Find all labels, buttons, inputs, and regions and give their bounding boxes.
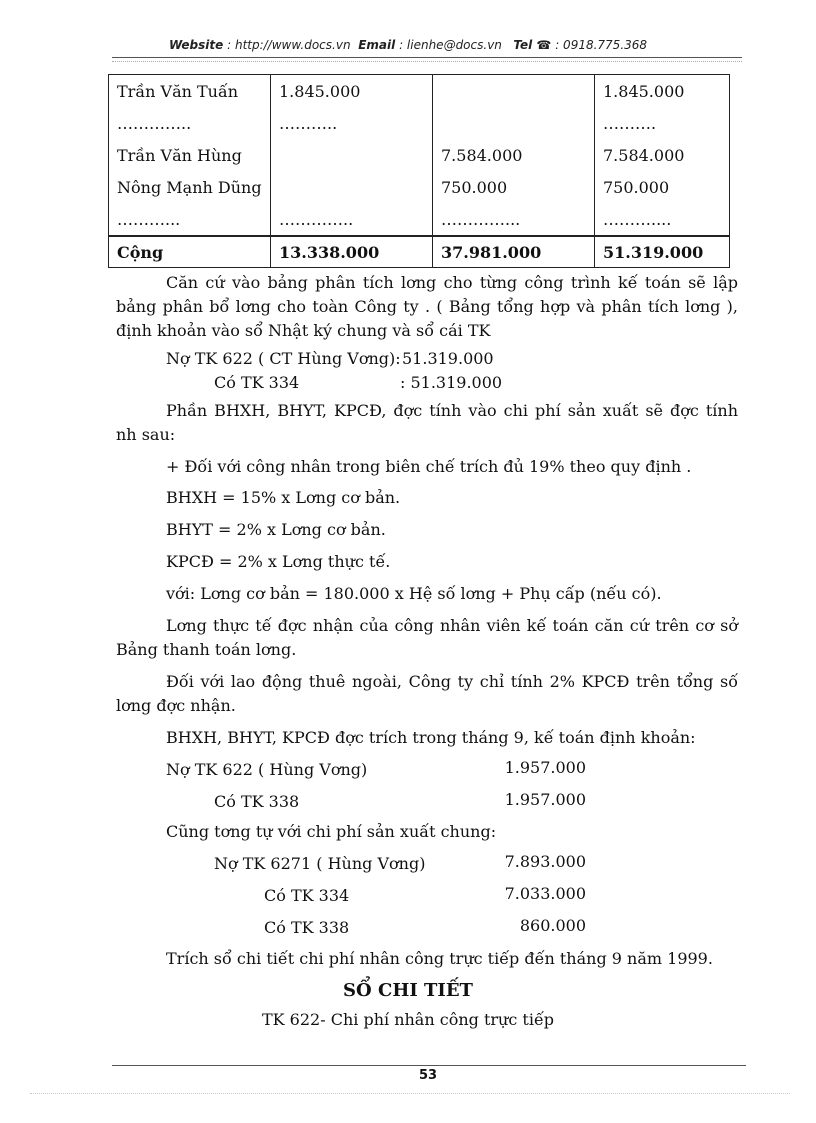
table-cell: 750.000 bbox=[595, 171, 730, 203]
entry3-debit: Nợ TK 6271 ( Hùng Vơng) bbox=[214, 854, 426, 873]
header-rule bbox=[112, 57, 742, 58]
footer-rule bbox=[112, 1065, 746, 1066]
table-cell: Trần Văn Hùng bbox=[109, 139, 271, 171]
paragraph-insurance: Phần BHXH, BHYT, KPCĐ, đợc tính vào chi phí sản xuất sẽ đợc tính nh sau: bbox=[116, 401, 738, 444]
paragraph-extract: Trích sổ chi tiết chi phí nhân công trực tiếp đến tháng 9 năm 1999. bbox=[166, 949, 713, 968]
section-subtitle: TK 622- Chi phí nhân công trực tiếp bbox=[261, 1010, 555, 1029]
table-total-row bbox=[109, 236, 730, 268]
total-value: 37.981.000 bbox=[433, 236, 595, 268]
table-cell: 7.584.000 bbox=[595, 139, 730, 171]
table-cell: ……….. bbox=[271, 107, 433, 139]
paragraph-outsourced: Đối với lao động thuê ngoài, Công ty chỉ tính 2% KPCĐ trên tổng số lơng đợc nhận. bbox=[116, 672, 738, 715]
entry3-credit-334-amount: 7.033.000 bbox=[504, 884, 586, 903]
table-cell: 7.584.000 bbox=[433, 139, 595, 171]
entry3-credit-338: Có TK 338 bbox=[264, 918, 350, 937]
table-cell bbox=[433, 75, 595, 108]
table-row bbox=[109, 171, 730, 203]
table-cell: Nông Mạnh Dũng bbox=[109, 171, 271, 203]
tel-value: : 0918.775.368 bbox=[555, 38, 648, 52]
entry2-debit: Nợ TK 622 ( Hùng Vơng) bbox=[166, 760, 368, 779]
table-cell: ……….... bbox=[595, 203, 730, 236]
table-cell bbox=[271, 171, 433, 203]
formula-bhyt: BHYT = 2% x Lơng cơ bản. bbox=[166, 520, 386, 539]
table-cell: ………….. bbox=[271, 203, 433, 236]
entry2-credit: Có TK 338 bbox=[214, 792, 300, 811]
table-row bbox=[109, 75, 730, 108]
email-label: Email bbox=[358, 38, 396, 52]
paragraph-general-costs: Cũng tơng tự với chi phí sản xuất chung: bbox=[166, 822, 497, 841]
table-cell: ………….. bbox=[109, 107, 271, 139]
table-cell: ………. bbox=[595, 107, 730, 139]
bullet-staff: + Đối với công nhân trong biên chế trích đủ 19% theo quy định . bbox=[166, 457, 692, 476]
section-title: SỔ CHI TIẾT bbox=[343, 980, 473, 1001]
website-value: : http://www.docs.vn bbox=[227, 38, 351, 52]
total-value: 13.338.000 bbox=[271, 236, 433, 268]
entry3-credit-334: Có TK 334 bbox=[264, 886, 350, 905]
entry1-credit-amount: : 51.319.000 bbox=[400, 373, 503, 392]
total-label: Cộng bbox=[109, 236, 271, 268]
paragraph-allocation: Căn cứ vào bảng phân tích lơng cho từng công trình kế toán sẽ lập bảng phân bổ lơng cho toàn Công ty . ( Bảng tổng hợp và phân tích lơng ), định khoản vào sổ Nhật ký chung và sổ cái TK bbox=[116, 273, 738, 340]
entry3-credit-338-amount: 860.000 bbox=[519, 916, 586, 935]
email-value: : lienhe@docs.vn bbox=[399, 38, 502, 52]
table-cell: …………... bbox=[433, 203, 595, 236]
table-cell: 1.845.000 bbox=[595, 75, 730, 108]
table-row bbox=[109, 107, 730, 139]
footer-dotted-rule bbox=[30, 1093, 790, 1094]
formula-kpcd: KPCĐ = 2% x Lơng thực tế. bbox=[166, 552, 391, 571]
header-dotted-rule bbox=[112, 61, 742, 62]
table-cell bbox=[433, 107, 595, 139]
formula-bhxh: BHXH = 15% x Lơng cơ bản. bbox=[166, 488, 401, 507]
entry1-debit-amount: 51.319.000 bbox=[402, 349, 494, 368]
table-row bbox=[109, 203, 730, 236]
entry2-credit-amount: 1.957.000 bbox=[504, 790, 586, 809]
salary-table bbox=[108, 74, 730, 268]
tel-label: Tel ☎ bbox=[513, 38, 552, 52]
table-cell: ………... bbox=[109, 203, 271, 236]
table-cell bbox=[271, 139, 433, 171]
entry1-debit: Nợ TK 622 ( CT Hùng Vơng): bbox=[166, 349, 401, 368]
table-cell: 1.845.000 bbox=[271, 75, 433, 108]
page-number: 53 bbox=[418, 1068, 438, 1083]
table-row bbox=[109, 139, 730, 171]
entry3-debit-amount: 7.893.000 bbox=[504, 852, 586, 871]
entry2-debit-amount: 1.957.000 bbox=[504, 758, 586, 777]
formula-basic-salary: với: Lơng cơ bản = 180.000 x Hệ số lơng + Phụ cấp (nếu có). bbox=[166, 584, 662, 603]
paragraph-september: BHXH, BHYT, KPCĐ đợc trích trong tháng 9, kế toán định khoản: bbox=[166, 728, 696, 747]
entry1-credit: Có TK 334 bbox=[214, 373, 300, 392]
table-cell: 750.000 bbox=[433, 171, 595, 203]
paragraph-actual-salary: Lơng thực tế đợc nhận của công nhân viên kế toán căn cứ trên cơ sở Bảng thanh toán lơng. bbox=[116, 616, 738, 659]
total-value: 51.319.000 bbox=[595, 236, 730, 268]
page-header bbox=[0, 38, 816, 52]
website-label: Website bbox=[168, 38, 224, 52]
table-cell: Trần Văn Tuấn bbox=[109, 75, 271, 108]
